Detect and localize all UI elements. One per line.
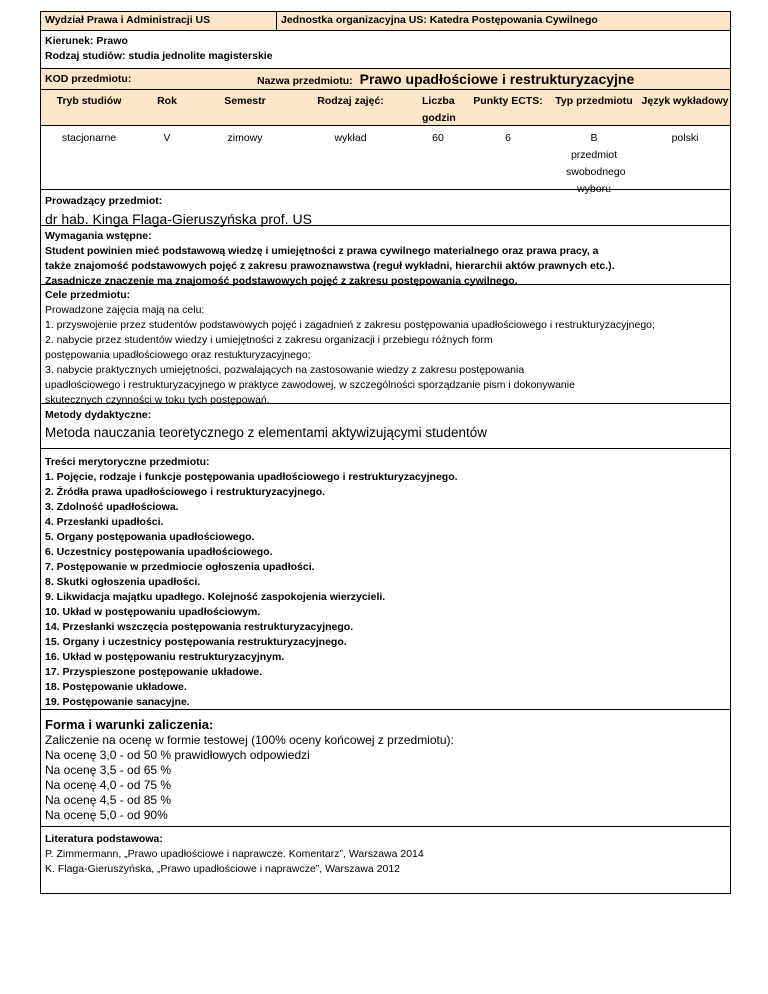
methods-text: Metoda nauczania teoretycznego z elementami aktywizującymi studentów bbox=[45, 425, 487, 440]
goals-line: skutecznych czynności w toku tych postępowań. bbox=[45, 394, 270, 406]
lecturer-name: dr hab. Kinga Flaga-Gieruszyńska prof. US bbox=[45, 211, 312, 227]
value-semester: zimowy bbox=[227, 132, 263, 144]
header-semester: Semestr bbox=[224, 95, 266, 107]
content-item: 15. Organy i uczestnicy postępowania restrukturyzacyjnego. bbox=[45, 636, 347, 648]
header-row bbox=[41, 12, 730, 31]
course-name-cell bbox=[253, 69, 730, 89]
content-item: 6. Uczestnicy postępowania upadłościowego. bbox=[45, 546, 273, 558]
grading-section bbox=[41, 710, 730, 827]
goals-line: 3. nabycie praktycznych umiejętności, pozwalających na zastosowanie wiedzy z zakresu postępowania bbox=[45, 364, 525, 376]
value-ects: 6 bbox=[505, 132, 511, 144]
value-language: polski bbox=[671, 132, 699, 144]
grading-line: Na ocenę 4,5 - od 85 % bbox=[45, 793, 172, 807]
study-type: Rodzaj studiów: studia jednolite magisterskie bbox=[45, 50, 273, 62]
value-study-mode: stacjonarne bbox=[61, 132, 117, 144]
course-code-row bbox=[41, 69, 730, 90]
goals-line: 1. przyswojenie przez studentów podstawowych pojęć i zagadnień z zakresu postępowania upadłościowego i restrukturyzacyjnego; bbox=[45, 319, 655, 331]
lecturer-label: Prowadzący przedmiot: bbox=[45, 195, 163, 207]
content-item: 9. Likwidacja majątku upadłego. Kolejność zaspokojenia wierzycieli. bbox=[45, 591, 386, 603]
content-item: 1. Pojęcie, rodzaje i funkcje postępowania upadłościowego i restrukturyzacyjnego. bbox=[45, 471, 458, 483]
content-item: 7. Postępowanie w przedmiocie ogłoszenia upadłości. bbox=[45, 561, 315, 573]
content-item: 14. Przesłanki wszczęcia postępowania restrukturyzacyjnego. bbox=[45, 621, 354, 633]
goals-line: upadłościowego i restrukturyzacyjnego w praktyce zawodowej, w szczególności sporządzanie pism i dokonywanie bbox=[45, 379, 575, 391]
requirements-section bbox=[41, 226, 730, 285]
content-item: 17. Przyspieszone postępowanie układowe. bbox=[45, 666, 263, 678]
literature-section bbox=[41, 827, 730, 893]
methods-label: Metody dydaktyczne: bbox=[45, 409, 152, 421]
content-item: 10. Układ w postępowaniu upadłościowym. bbox=[45, 606, 261, 618]
requirements-line: Zasadnicze znaczenie ma znajomość podstawowych pojęć z zakresu postępowania cywilnego. bbox=[45, 275, 518, 287]
content-label: Treści merytoryczne przedmiotu: bbox=[45, 456, 210, 468]
grading-line: Na ocenę 3,5 - od 65 % bbox=[45, 763, 172, 777]
grading-line: Na ocenę 5,0 - od 90% bbox=[45, 808, 168, 822]
grading-label: Forma i warunki zaliczenia: bbox=[45, 717, 214, 732]
content-item: 18. Postępowanie układowe. bbox=[45, 681, 187, 693]
grading-line: Na ocenę 4,0 - od 75 % bbox=[45, 778, 172, 792]
content-item: 3. Zdolność upadłościowa. bbox=[45, 501, 179, 513]
grading-line: Zaliczenie na ocenę w formie testowej (100% oceny końcowej z przedmiotu): bbox=[45, 733, 454, 747]
goals-section bbox=[41, 285, 730, 404]
course-name: Prawo upadłościowe i restrukturyzacyjne bbox=[359, 71, 635, 87]
goals-line: postępowania upadłościowego oraz restukturyzacyjnego; bbox=[45, 349, 311, 361]
value-hours: 60 bbox=[432, 132, 444, 144]
value-year: V bbox=[163, 132, 171, 144]
goals-label: Cele przedmiotu: bbox=[45, 289, 131, 301]
field-of-study: Kierunek: Prawo bbox=[45, 35, 128, 47]
value-course-type: B przedmiot swobodnego wyboru bbox=[566, 132, 626, 195]
content-item: 4. Przesłanki upadłości. bbox=[45, 516, 164, 528]
content-item: 8. Skutki ogłoszenia upadłości. bbox=[45, 576, 201, 588]
requirements-line: Student powinien mieć podstawową wiedzę i umiejętności z prawa cywilnego materialnego oraz prawa pracy, a bbox=[45, 245, 599, 257]
course-syllabus-form bbox=[40, 11, 731, 894]
organizational-unit: Jednostka organizacyjna US: Katedra Postępowania Cywilnego bbox=[281, 14, 598, 26]
header-course-type: Typ przedmiotu bbox=[555, 95, 633, 107]
goals-line: 2. nabycie przez studentów wiedzy i umiejętności z zakresu organizacji i przebiegu różnych form bbox=[45, 334, 493, 346]
header-study-mode: Tryb studiów bbox=[56, 95, 122, 107]
header-year: Rok bbox=[157, 95, 177, 107]
requirements-label: Wymagania wstępne: bbox=[45, 230, 152, 242]
content-section bbox=[41, 449, 730, 710]
content-item: 2. Źródła prawa upadłościowego i restrukturyzacyjnego. bbox=[45, 486, 326, 498]
course-name-label: Nazwa przedmiotu: bbox=[257, 75, 353, 87]
header-class-type: Rodzaj zajęć: bbox=[317, 95, 384, 107]
header-hours: Liczba godzin bbox=[422, 95, 456, 124]
literature-item: K. Flaga-Gieruszyńska, „Prawo upadłościowe i naprawcze”, Warszawa 2012 bbox=[45, 863, 401, 875]
goals-line: Prowadzone zajęcia mają na celu: bbox=[45, 304, 205, 316]
grading-line: Na ocenę 3,0 - od 50 % prawidłowych odpowiedzi bbox=[45, 748, 310, 762]
content-item: 19. Postępowanie sanacyjne. bbox=[45, 696, 190, 708]
content-item: 16. Układ w postępowaniu restrukturyzacyjnym. bbox=[45, 651, 285, 663]
header-ects: Punkty ECTS: bbox=[473, 95, 543, 107]
course-table-header bbox=[41, 90, 730, 126]
literature-label: Literatura podstawowa: bbox=[45, 833, 163, 845]
study-info bbox=[41, 31, 730, 69]
methods-section bbox=[41, 404, 730, 449]
requirements-line: także znajomość podstawowych pojęć z zakresu prawoznawstwa (reguł wykładni, hierarchii aktów prawnych etc.). bbox=[45, 260, 615, 272]
faculty-name: Wydział Prawa i Administracji US bbox=[41, 12, 277, 30]
course-table-values bbox=[41, 126, 730, 195]
course-code-label: KOD przedmiotu: bbox=[45, 73, 132, 85]
value-class-type: wykład bbox=[334, 132, 367, 144]
literature-item: P. Zimmermann, „Prawo upadłościowe i naprawcze. Komentarz”, Warszawa 2014 bbox=[45, 848, 424, 860]
header-language: Język wykładowy bbox=[641, 95, 729, 107]
content-item: 5. Organy postępowania upadłościowego. bbox=[45, 531, 255, 543]
